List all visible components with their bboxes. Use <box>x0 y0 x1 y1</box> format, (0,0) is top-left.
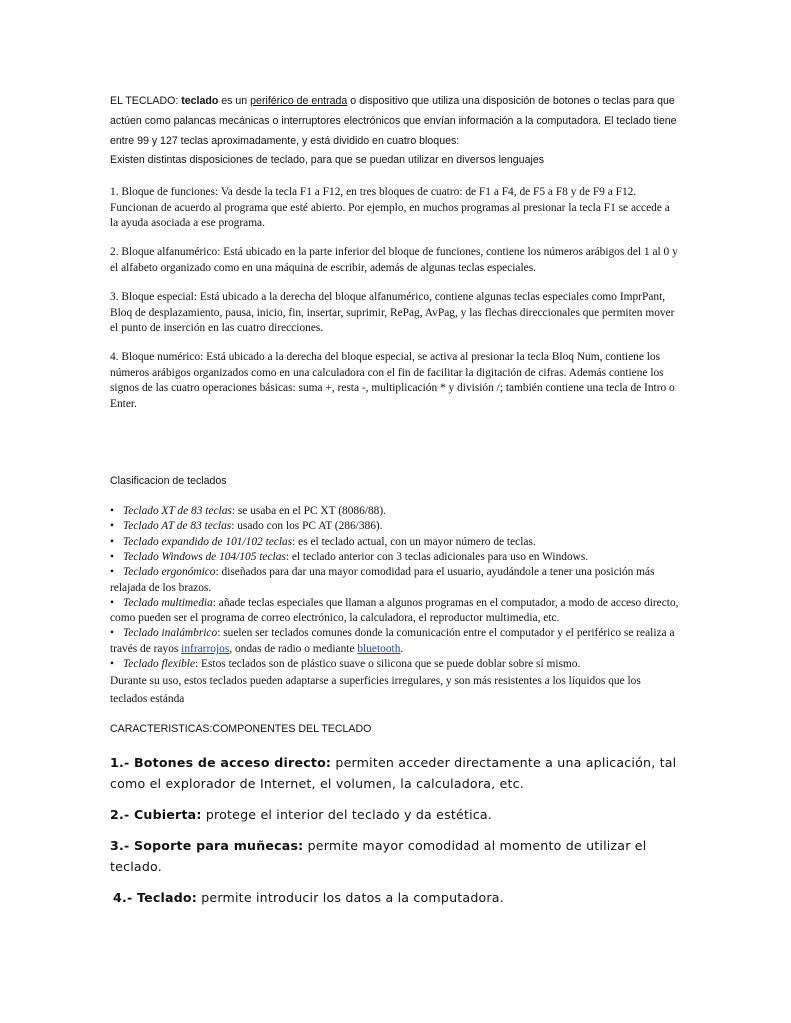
intro-underlined-term: periférico de entrada <box>250 95 348 107</box>
type-name: Teclado XT de 83 teclas <box>123 505 232 518</box>
type-desc: : el teclado anterior con 3 teclas adicionales para uso en Windows. <box>285 550 589 563</box>
block-functions-paragraph: 1. Bloque de funciones: Va desde la tecla F1 a F12, en tres bloques de cuatro: de F1 a F4, de F5 a F8 y de F9 a F12. Funcionan de acuerdo al programa que esté abierto. Por ejemplo, en muchos programas al presionar la tecla F1 se accede a la ayuda asociada a ese programa. <box>110 186 670 229</box>
list-item <box>110 535 680 550</box>
intro-text-2: o dispositivo que utiliza una disposición de botones o teclas para que actúen como palancas mecánicas o interruptores electrónicos que envían información a la computadora. El teclado tiene entre 99 y 127 teclas aproximadamente, y está dividido en cuatro bloques: <box>110 95 677 147</box>
type-desc: : se usaba en el PC XT (8086/88). <box>231 505 387 518</box>
list-item <box>110 596 680 627</box>
bullet-icon: • <box>110 535 114 548</box>
component-item <box>110 835 680 877</box>
component-item <box>110 752 680 794</box>
type-name: Teclado inalámbrico <box>123 627 218 640</box>
list-item <box>110 504 680 519</box>
component-item <box>113 887 680 908</box>
type-desc: : Estos teclados son de plástico suave o silicona que se puede doblar sobre sí mismo. <box>195 658 581 671</box>
list-item <box>110 657 680 672</box>
type-name: Teclado ergonómico <box>123 566 216 579</box>
type-desc: : es el teclado actual, con un mayor número de teclas. <box>292 535 536 548</box>
component-text: protege el interior del teclado y da estética. <box>201 807 493 823</box>
bullet-icon: • <box>110 658 114 671</box>
block-numeric-paragraph: 4. Bloque numérico: Está ubicado a la derecha del bloque especial, se activa al presionar la tecla Bloq Num, contiene los números arábigos organizados como en una calculadora con el fin de facilitar la digitación de cifras. Además contiene los signos de las cuatro operaciones básicas: suma +, resta -, multiplicación * y división /; también contiene una tecla de Intro o Enter. <box>110 351 675 410</box>
classification-heading: Clasificacion de teclados <box>110 475 227 488</box>
type-desc: : suelen ser teclados comunes donde la comunicación entre el computador y el periférico se realiza a través de rayos <box>110 627 675 655</box>
intro-lead: EL TECLADO: <box>110 95 182 107</box>
component-label: 4.- Teclado: <box>113 890 198 906</box>
type-name: Teclado flexible <box>123 658 196 671</box>
type-name: Teclado expandido de 101/102 teclas <box>123 535 293 548</box>
keyboard-types-list <box>110 504 680 672</box>
list-item <box>110 550 680 565</box>
block-alphanumeric-paragraph: 2. Bloque alfanumérico: Está ubicado en la parte inferior del bloque de funciones, contiene los números arábigos del 1 al 0 y el alfabeto organizado como en una máquina de escribir, además de algunas teclas especiales. <box>110 246 678 274</box>
intro-paragraph <box>110 92 680 151</box>
bullet-icon: • <box>110 627 114 640</box>
type-desc-cont: , ondas de radio o mediante <box>229 642 358 655</box>
component-text: permiten acceder directamente a una aplicación, tal como el explorador de Internet, el volumen, la calculadora, etc. <box>110 755 677 792</box>
bullet-icon: • <box>110 505 114 518</box>
flexible-continuation: Durante su uso, estos teclados pueden adaptarse a superficies irregulares, y son más resistentes a los líquidos que los teclados estánda <box>110 675 641 706</box>
component-label: 3.- Soporte para muñecas: <box>110 838 304 854</box>
component-item <box>110 804 680 825</box>
type-desc-end: . <box>400 642 404 655</box>
infrarrojos-link[interactable]: infrarrojos <box>181 642 230 655</box>
block-special-paragraph: 3. Bloque especial: Está ubicado a la derecha del bloque alfanumérico, contiene algunas teclas especiales como ImprPant, Bloq de desplazamiento, pausa, inicio, fin, insertar, suprimir, RePag, AvPag, y las flechas direccionales que permiten mover el punto de inserción en las cuatro direcciones. <box>110 291 675 335</box>
list-item <box>110 519 680 534</box>
document-page <box>110 92 680 908</box>
component-label: 2.- Cubierta: <box>110 807 202 823</box>
type-desc: : añade teclas especiales que llaman a algunos programas en el computador, a modo de acceso directo, como pueden ser el programa de correo electrónico, la calculadora, el reproductor multimedia, etc. <box>110 596 679 625</box>
type-desc: : diseñados para dar una mayor comodidad para el usuario, ayudándole a tener una posición más relajada de los brazos. <box>110 566 655 594</box>
type-name: Teclado multimedia <box>123 596 213 609</box>
component-label: 1.- Botones de acceso directo: <box>110 755 332 771</box>
component-text: permite mayor comodidad al momento de utilizar el teclado. <box>110 838 647 875</box>
bullet-icon: • <box>110 596 114 609</box>
components-heading: CARACTERISTICAS:COMPONENTES DEL TECLADO <box>110 723 372 736</box>
bullet-icon: • <box>110 520 114 533</box>
intro-text-1: es un <box>218 95 251 107</box>
bluetooth-link[interactable]: bluetooth <box>357 642 401 655</box>
bullet-icon: • <box>110 550 114 563</box>
intro-languages-line: Existen distintas disposiciones de teclado, para que se puedan utilizar en diversos lenguajes <box>110 154 545 167</box>
list-item <box>110 626 680 657</box>
intro-bold-term: teclado <box>181 95 219 107</box>
list-item <box>110 565 680 596</box>
type-name: Teclado Windows de 104/105 teclas <box>123 550 286 563</box>
bullet-icon: • <box>110 566 114 579</box>
component-text: permite introducir los datos a la computadora. <box>197 890 504 906</box>
type-name: Teclado AT de 83 teclas <box>123 520 232 533</box>
type-desc: : usado con los PC AT (286/386). <box>231 520 383 533</box>
